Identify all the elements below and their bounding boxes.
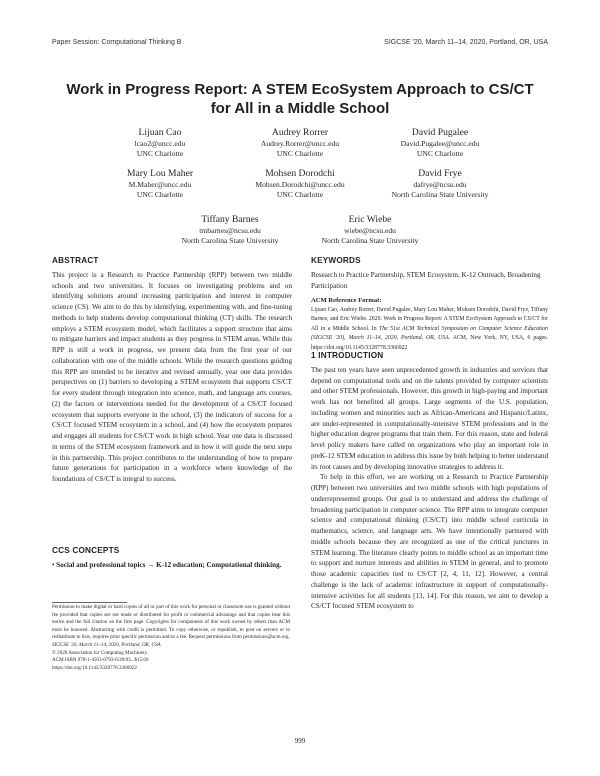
title-line-2: for All in a Middle School	[210, 100, 390, 117]
doi-line: https://doi.org/10.1145/3328778.3366922	[52, 664, 137, 671]
author-block	[220, 127, 380, 160]
author-name: Audrey Rorrer	[271, 127, 329, 138]
running-header-right: SIGCSE '20, March 11–14, 2020, Portland, OR, USA	[384, 39, 548, 46]
author-email: David.Pugalee@uncc.edu	[400, 139, 480, 148]
footnote-divider	[52, 602, 127, 603]
author-name: Lijuan Cao	[138, 127, 182, 138]
author-block	[360, 168, 520, 201]
introduction-section	[311, 351, 548, 612]
abstract-text: This project is a Research to Practice Partnership (RPP) between two middle schools and two universities. It focuses on investigating problems and on identifying solutions around increasing participation and interest in computer science (CS). We aim to do this by identifying, experimenting with, and fine-tuning methods to help students develop computational thinking (CT) skills. The research employs a STEM ecosystem model, which facilitates a support structure that aims to mitigate barriers and impact students as they progress in STEM areas. While this RPP is still a work in progress, we present data from the first year of our collaboration with one of the middle schools. While the research questions guiding this RPP are intended to be iterative and revised annually, year one data provides perspectives on (1) barriers to developing a STEM ecosystem that supports CS/CT for every student through integration into science, math, and language arts courses, (2) the factors or interventions needed for the development of a CS/CT focused ecosystem that supports everyone in the school, (3) the indicators of success for a CS/CT focused STEM ecosystem in a school, and (4) how the ecosystem prepares and engages all students for CS/CT work in high school. Year one data is discussed in terms of the STEM ecosystem framework and in how it will guide the next steps in this partnership. This project contributes to the understanding of how to prepare future generations for participation in a workforce where knowledge of the foundations of CS/CT is integral to success.	[52, 270, 292, 483]
author-block	[80, 168, 240, 201]
conference-line: SIGCSE '20, March 11–14, 2020, Portland, OR, USA	[52, 641, 161, 648]
author-affiliation: UNC Charlotte	[276, 190, 324, 200]
isbn-line: ACM ISBN 978-1-4503-6793-6/20/03...$15.00	[52, 657, 149, 664]
author-email: dafrye@ncsu.edu	[413, 180, 467, 189]
ccs-heading: CCS CONCEPTS	[52, 546, 120, 555]
author-name: Eric Wiebe	[348, 214, 392, 225]
ccs-section	[52, 546, 292, 571]
ccs-concept-primary: Social and professional topics	[56, 560, 146, 569]
author-affiliation: UNC Charlotte	[136, 149, 184, 159]
permission-text: Permission to make digital or hard copies of all or part of this work for personal or classroom use is granted without fee provided that copies are not made or distributed for profit or commercial advantage and that copies bear this notice and the full citation on the first page. Copyrights for components of this work owned by others than ACM must be honored. Abstracting with credit is permitted. To copy otherwise, or republish, to post on servers or to redistribute to lists, requires prior specific permission and/or a fee. Request permissions from permissions@acm.org.	[52, 604, 290, 641]
author-block	[150, 214, 310, 247]
author-email: Audrey.Rorrer@uncc.edu	[260, 139, 340, 148]
reference-format-heading: ACM Reference Format:	[311, 297, 382, 304]
author-email: tmbarnes@ncsu.edu	[199, 226, 261, 235]
author-affiliation: UNC Charlotte	[276, 149, 324, 159]
ccs-concepts	[52, 560, 292, 571]
page-number: 999	[294, 737, 306, 745]
reference-format-text	[311, 306, 548, 354]
author-block	[360, 127, 520, 160]
bullet-icon: •	[52, 560, 55, 569]
author-name: Tiffany Barnes	[201, 214, 259, 225]
title-line-1: Work in Progress Report: A STEM EcoSystem Approach to CS/CT	[66, 81, 534, 98]
running-header-left: Paper Session: Computational Thinking B	[52, 39, 182, 46]
author-affiliation: North Carolina State University	[321, 236, 419, 246]
author-affiliation: North Carolina State University	[181, 236, 279, 246]
author-affiliation: North Carolina State University	[391, 190, 489, 200]
author-block	[220, 168, 380, 201]
author-name: David Pugalee	[411, 127, 469, 138]
author-affiliation: UNC Charlotte	[416, 149, 464, 159]
paper-title	[52, 80, 548, 118]
introduction-paragraph: The past ten years have seen unprecedented growth in industries and services that depend on computational tools and on the talents provided by computer scientists and other STEM professionals. However, this growth in high-paying and important work has not benefited all groups. Large segments of the U.S. population, including women and minorities such as African-Americans and Hispanic/Latinx, are under-represented in computationally-intensive STEM professions and in the higher education degree programs that train them. For this reason, state and federal level policy makers have called on organizations who play an important role in preK-12 STEM education to address this issue by both helping to better understand its root causes and by developing innovative strategies to address it.	[311, 365, 548, 471]
keywords-heading: KEYWORDS	[311, 256, 361, 265]
permission-footnote	[52, 604, 290, 672]
introduction-paragraph: To help in this effort, we are working on a Research to Practice Partnership (RPP) between two universities and two middle schools with high populations of underrepresented groups. Our goal is to understand and address the challenge of broadening participation in computer science. The RPP aims to integrate computer science and computational thinking (CS/CT) into middle school curricula in mathematics, science, and language arts. We have intentionally partnered with middle schools because they are recognized as one of the critical junctures in STEM learning. The literature clearly points to middle school as an important time to support and nurture interests and abilities in STEM in general, and to promote those academic capacities tied to CS/CT [2, 4, 11, 12]. However, a central challenge is the lack of academic infrastructure in support of computationally-intensive activities for all students [13, 14]. For this reason, we aim to develop a CS/CT focused STEM ecosystem to	[311, 473, 548, 611]
author-affiliation: UNC Charlotte	[136, 190, 184, 200]
author-block	[290, 214, 450, 247]
reference-venue: The 51st ACM Technical Symposium on Computer Science Education (SIGCSE '20), March 11–14, 2020, Portland, OR, USA.	[311, 325, 548, 342]
keywords-section	[311, 256, 548, 291]
author-email: lcao2@uncc.edu	[134, 139, 186, 148]
reference-format-section	[311, 296, 548, 354]
reference-publisher: ACM, New York, NY, USA, 6 pages. https://doi.org/10.1145/3328778.3366922	[311, 335, 548, 351]
introduction-heading: 1 INTRODUCTION	[311, 351, 384, 360]
author-name: David Frye	[418, 168, 462, 179]
abstract-heading: ABSTRACT	[52, 256, 99, 265]
author-email: Mohsen.Dorodchi@uncc.edu	[255, 180, 345, 189]
abstract-section	[52, 256, 292, 485]
reference-authors: Lijuan Cao, Audrey Rorrer, David Pugalee, Mary Lou Maher, Mohsen Dorodchi, David Frye, Tiffany Barnes, and Eric Wiebe. 2020. Work in Progress Report: A STEM EcoSystem Approach to CS/CT for All in a Middle School. In	[311, 306, 548, 332]
author-block	[80, 127, 240, 160]
author-name: Mohsen Dorodchi	[265, 168, 335, 179]
author-email: wiebe@ncsu.edu	[344, 226, 396, 235]
keywords-text: Research to Practice Partnership, STEM Ecosystem, K-12 Outreach, Broadening Participation	[311, 270, 541, 290]
author-email: M.Maher@uncc.edu	[128, 180, 192, 189]
arrow-icon: →	[147, 560, 155, 569]
ccs-concept-secondary: K-12 education; Computational thinking.	[156, 560, 282, 569]
author-name: Mary Lou Maher	[126, 168, 194, 179]
copyright-line: © 2020 Association for Computing Machinery.	[52, 649, 149, 656]
